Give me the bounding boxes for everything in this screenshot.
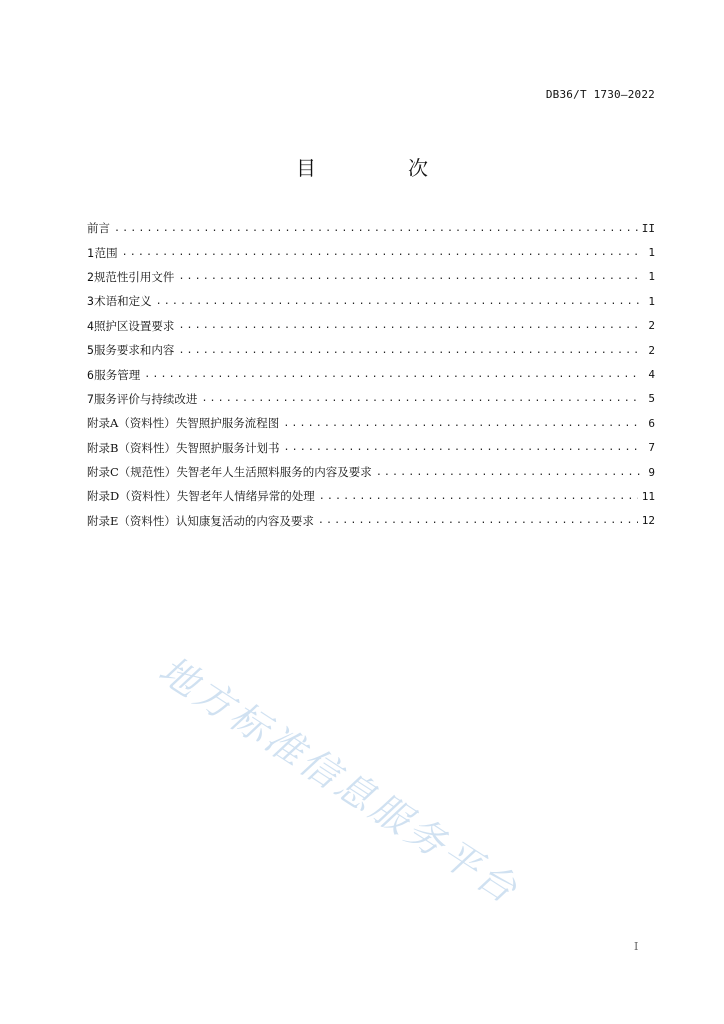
dot-leader [114, 223, 638, 234]
toc-entry-number: 1 [87, 245, 94, 260]
toc-entry-7[interactable] [87, 387, 655, 411]
toc-entry-number: 5 [87, 343, 94, 358]
toc-entry-page: 1 [648, 270, 655, 284]
toc-entry-number: 3 [87, 294, 94, 309]
toc-entry-label: 认知康复活动的内容及要求 [175, 513, 314, 528]
toc-appendix-tag: 附录D（资料性） [87, 489, 177, 504]
toc-entry-label: 失智老年人生活照料服务的内容及要求 [176, 465, 372, 480]
watermark: 地方标准信息服务平台 [151, 647, 528, 914]
toc-entry-page: 1 [648, 294, 655, 308]
toc-entry-number: 2 [87, 269, 94, 284]
dot-leader [178, 320, 641, 331]
toc-entry-3[interactable] [87, 289, 655, 313]
toc-entry-label: 范围 [94, 245, 118, 260]
page-number: I [634, 940, 639, 953]
toc-entry-page: 7 [648, 441, 655, 455]
toc-entry-label: 服务管理 [94, 367, 141, 382]
toc-entry-label: 失智照护服务流程图 [175, 416, 280, 431]
toc-entry-number: 4 [87, 318, 94, 333]
toc-entry-1[interactable] [87, 240, 655, 264]
toc-entry-page: 2 [648, 343, 655, 357]
dot-leader [122, 247, 641, 258]
toc-entry-2[interactable] [87, 265, 655, 289]
dot-leader [319, 491, 638, 502]
toc-appendix-tag: 附录B（资料性） [87, 440, 176, 455]
toc-entry-page: 1 [648, 246, 655, 260]
toc-entry-appendix-d[interactable] [87, 484, 655, 508]
toc-entry-page: 4 [648, 368, 655, 382]
dot-leader [178, 271, 641, 282]
toc-appendix-tag: 附录E（资料性） [87, 513, 176, 528]
toc-appendix-tag: 附录C（规范性） [87, 465, 177, 480]
dot-leader [283, 442, 641, 453]
toc-entry-number: 6 [87, 367, 94, 382]
dot-leader [156, 296, 641, 307]
toc-entry-page: 9 [648, 465, 655, 479]
dot-leader [376, 467, 641, 478]
toc-entry-label: 失智照护服务计划书 [175, 440, 280, 455]
dot-leader [283, 418, 641, 429]
toc-entry-label: 规范性引用文件 [93, 269, 175, 284]
dot-leader [201, 393, 641, 404]
toc-entry-label: 服务要求和内容 [93, 343, 175, 358]
standard-code: DB36/T 1730—2022 [545, 88, 655, 101]
toc-entry-label: 前言 [87, 221, 110, 236]
toc-entry-4[interactable] [87, 314, 655, 338]
toc-entry-appendix-c[interactable] [87, 460, 655, 484]
toc-entry-page: 6 [648, 416, 655, 430]
toc-entry-page: 11 [641, 489, 655, 503]
toc-entry-5[interactable] [87, 338, 655, 362]
toc-entry-label: 术语和定义 [94, 294, 152, 309]
toc-entry-appendix-b[interactable] [87, 436, 655, 460]
toc-appendix-tag: 附录A（资料性） [87, 416, 176, 431]
toc-entry-number: 7 [87, 391, 94, 406]
toc-entry-page: 5 [648, 392, 655, 406]
toc-entry-appendix-a[interactable] [87, 411, 655, 435]
toc-entry-appendix-e[interactable] [87, 509, 655, 533]
toc-entry-6[interactable] [87, 362, 655, 386]
toc-entry-label: 照护区设置要求 [93, 318, 175, 333]
table-of-contents [87, 216, 655, 533]
toc-entry-label: 服务评价与持续改进 [93, 391, 198, 406]
toc-entry-page: II [641, 221, 655, 235]
dot-leader [318, 515, 638, 526]
toc-entry-page: 12 [641, 514, 655, 528]
toc-entry-foreword[interactable] [87, 216, 655, 240]
toc-entry-label: 失智老年人情绪异常的处理 [176, 489, 315, 504]
dot-leader [144, 369, 641, 380]
page-title: 目 次 [296, 156, 464, 180]
toc-entry-page: 2 [648, 319, 655, 333]
dot-leader [178, 345, 641, 356]
